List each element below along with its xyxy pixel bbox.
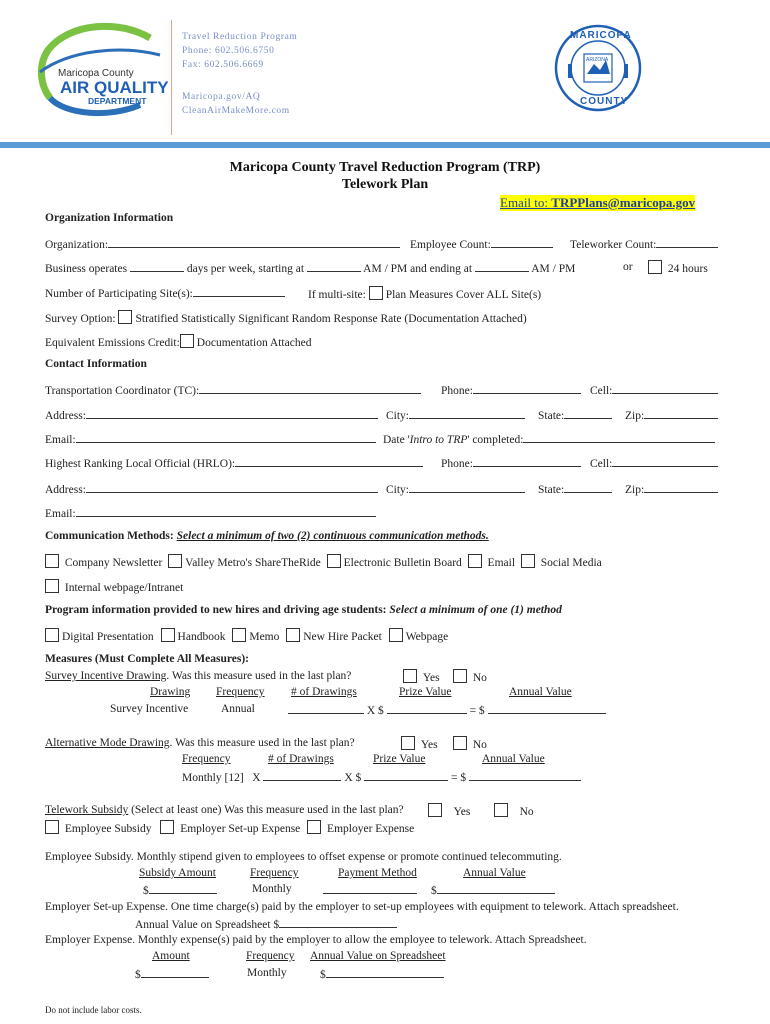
hrlo-city-field[interactable]	[409, 482, 525, 493]
tc-cell-label: Cell:	[590, 385, 613, 397]
measures-heading: Measures (Must Complete All Measures):	[45, 653, 249, 665]
col-annual-1: Annual Value	[509, 686, 572, 698]
survey-yes[interactable]	[403, 669, 440, 684]
survey-yes-label: Yes	[422, 672, 440, 684]
subsidy-amount-field[interactable]	[149, 883, 217, 894]
tc-cell	[590, 383, 718, 397]
hrlo-email-label: Email:	[45, 508, 76, 520]
comm-options-row	[45, 554, 602, 569]
email-link[interactable]: TRPPlans@maricopa.gov	[551, 195, 696, 210]
contact-heading: Contact Information	[45, 358, 147, 370]
alt-drawing-question	[45, 737, 355, 749]
tc-address	[45, 408, 378, 422]
alt-drawings-field[interactable]	[263, 770, 341, 781]
employee-subsidy-desc: Employee Subsidy. Monthly stipend given to employees to offset expense or promote continued telecommuting.	[45, 851, 562, 863]
telework-q: (Select at least one) Was this measure used in the last plan?	[128, 804, 404, 816]
phone-number: Phone: 602.506.6750	[182, 46, 275, 56]
col-frequency-3: Frequency	[250, 867, 299, 879]
comm-option-bulletin: Electronic Bulletin Board	[343, 557, 462, 569]
logo-line-2: AIR QUALITY	[60, 78, 169, 97]
org-heading: Organization Information	[45, 212, 174, 224]
biz-or: or	[623, 261, 633, 273]
employee-count	[410, 237, 553, 251]
comm-checkbox-newsletter[interactable]	[45, 554, 59, 568]
biz-label-4: AM / PM	[531, 263, 576, 275]
comm-intranet-row	[45, 579, 183, 594]
alt-yes[interactable]	[401, 736, 438, 751]
survey-yes-checkbox[interactable]	[403, 669, 417, 683]
intro-date-suffix: ' completed:	[467, 434, 524, 446]
comm-heading-italic: Select a minimum of two (2) continuous communication methods.	[176, 530, 489, 542]
hrlo-field[interactable]	[235, 456, 423, 467]
hrlo-address-label: Address:	[45, 484, 86, 496]
comm-checkbox-bulletin[interactable]	[327, 554, 341, 568]
tc-zip-field[interactable]	[644, 408, 718, 419]
col-frequency-1: Frequency	[216, 686, 265, 698]
setup-expense-desc: Employer Set-up Expense. One time charge(s) paid by the employer to set-up employees with equipment to telework. Attach spreadsheet.	[45, 901, 679, 913]
tc-cell-field[interactable]	[612, 383, 718, 394]
sites-label: Number of Participating Site(s):	[45, 288, 193, 300]
survey-drawing-question	[45, 670, 351, 682]
subsidy-annual-dollar: $	[431, 885, 437, 897]
tc-email	[45, 432, 376, 446]
teleworker-count	[570, 237, 718, 251]
hrlo-cell-field[interactable]	[612, 456, 718, 467]
comm-checkbox-email[interactable]	[468, 554, 482, 568]
tc-phone	[441, 383, 581, 397]
hours24-option[interactable]	[648, 260, 708, 275]
telework-no-checkbox[interactable]	[494, 803, 508, 817]
tc-zip	[625, 408, 718, 422]
sites-field[interactable]	[193, 286, 285, 297]
col-annual-value-3: Annual Value	[463, 867, 526, 879]
telework-yes[interactable]	[428, 803, 470, 818]
hrlo-cell	[590, 456, 718, 470]
survey-option-label: Survey Option:	[45, 313, 116, 325]
setup-annual-field[interactable]	[279, 917, 397, 928]
tc-email-label: Email:	[45, 434, 76, 446]
page-title: Maricopa County Travel Reduction Program (TRP)	[229, 160, 541, 175]
hrlo-phone	[441, 456, 581, 470]
alt-drawing-q: . Was this measure used in the last plan?	[169, 737, 355, 749]
prog-option-newhire: New Hire Packet	[303, 631, 382, 643]
alt-no-label: No	[472, 739, 487, 751]
start-time-field[interactable]	[307, 261, 361, 272]
intro-date-prefix: Date '	[383, 434, 410, 446]
website-link-2[interactable]: CleanAirMakeMore.com	[182, 106, 290, 116]
telework-question	[45, 804, 404, 816]
hrlo-address	[45, 482, 378, 496]
header-bar	[0, 142, 770, 148]
comm-option-social: Social Media	[540, 557, 602, 569]
telework-no-label: No	[519, 806, 534, 818]
tc-label: Transportation Coordinator (TC):	[45, 385, 200, 397]
business-operates-row	[45, 261, 575, 275]
tc-state-label: State:	[538, 410, 565, 422]
expense-amount-field[interactable]	[141, 967, 209, 978]
intro-date-field[interactable]	[523, 432, 715, 443]
employer-expense-desc: Employer Expense. Monthly expense(s) paid by the employer to allow the employee to telework. Attach Spreadsheet.	[45, 934, 587, 946]
hours24-checkbox[interactable]	[648, 260, 662, 274]
col-payment-method: Payment Method	[338, 867, 417, 879]
organization-label: Organization:	[45, 239, 109, 251]
payment-method-field-wrap	[323, 883, 417, 897]
survey-equals: = $	[469, 705, 485, 717]
hrlo-zip-field[interactable]	[644, 482, 718, 493]
survey-annual-field[interactable]	[488, 703, 606, 714]
logo-line-1: Maricopa County	[58, 68, 134, 79]
header-divider	[171, 20, 172, 135]
seal-text-mid: ARIZONA	[586, 57, 609, 63]
subsidy-annual-field[interactable]	[437, 883, 555, 894]
fax-number: Fax: 602.506.6669	[182, 60, 264, 70]
hours24-label: 24 hours	[667, 263, 708, 275]
hrlo-phone-label: Phone:	[441, 458, 473, 470]
hrlo-label: Highest Ranking Local Official (HRLO):	[45, 458, 236, 470]
tc-city-field[interactable]	[409, 408, 525, 419]
prog-option-handbook: Handbook	[177, 631, 226, 643]
biz-label-2: days per week, starting at	[186, 263, 305, 275]
tc-phone-label: Phone:	[441, 385, 473, 397]
hrlo-city	[386, 482, 525, 496]
col-prize-1: Prize Value	[399, 686, 452, 698]
end-time-field[interactable]	[475, 261, 529, 272]
survey-drawing-q: . Was this measure used in the last plan?	[166, 670, 352, 682]
comm-heading	[45, 530, 489, 542]
prog-checkbox-newhire[interactable]	[286, 628, 300, 642]
biz-label-3: AM / PM and ending at	[363, 263, 473, 275]
survey-drawings-field[interactable]	[288, 703, 364, 714]
tc-address-label: Address:	[45, 410, 86, 422]
hrlo-city-label: City:	[386, 484, 410, 496]
program-info-options-row	[45, 628, 448, 643]
setup-expense-checkbox[interactable]	[160, 820, 174, 834]
hrlo-email-field[interactable]	[76, 506, 376, 517]
survey-no[interactable]	[453, 669, 487, 684]
email-to[interactable]	[500, 195, 695, 211]
subsidy-annual-field-wrap	[431, 883, 555, 897]
prog-option-webpage: Webpage	[405, 631, 449, 643]
alt-x: X	[252, 772, 261, 784]
telework-yes-label: Yes	[453, 806, 471, 818]
eec-label: Equivalent Emissions Credit:	[45, 337, 180, 349]
hrlo-email	[45, 506, 376, 520]
col-amount: Amount	[152, 950, 190, 962]
page-subtitle: Telework Plan	[341, 177, 429, 192]
prog-option-digital: Digital Presentation	[62, 631, 154, 643]
telework-title: Telework Subsidy	[45, 804, 129, 816]
multisite-row	[308, 286, 541, 301]
alt-equals: = $	[451, 772, 467, 784]
hrlo-zip	[625, 482, 718, 496]
hrlo-row	[45, 456, 423, 470]
seal-text-bottom: COUNTY	[580, 96, 629, 107]
tc-city-label: City:	[386, 410, 410, 422]
survey-row-name: Survey Incentive	[110, 703, 189, 715]
air-quality-logo	[30, 20, 170, 120]
county-seal	[554, 24, 642, 112]
tc-field[interactable]	[199, 383, 421, 394]
alt-x-dollar: X $	[344, 772, 362, 784]
alt-drawing-title: Alternative Mode Drawing	[45, 737, 170, 749]
tc-zip-label: Zip:	[625, 410, 645, 422]
employer-expense-label: Employer Expense	[327, 823, 415, 835]
col-subsidy-amount: Subsidy Amount	[139, 867, 217, 879]
tc-email-field[interactable]	[76, 432, 376, 443]
comm-option-intranet: Internal webpage/Intranet	[64, 582, 184, 594]
tc-phone-field[interactable]	[473, 383, 581, 394]
col-num-drawings-1: # of Drawings	[291, 686, 357, 698]
comm-checkbox-sharetheride[interactable]	[168, 554, 182, 568]
alt-yes-label: Yes	[420, 739, 438, 751]
teleworker-count-field[interactable]	[656, 237, 718, 248]
plan-cover-label: Plan Measures Cover ALL Site(s)	[385, 289, 542, 301]
hrlo-state-label: State:	[538, 484, 565, 496]
eec-row	[45, 334, 311, 349]
subsidy-amount-field-wrap	[143, 883, 217, 897]
alt-annual-field[interactable]	[469, 770, 581, 781]
survey-no-checkbox[interactable]	[453, 669, 467, 683]
telework-no[interactable]	[494, 803, 534, 818]
subsidy-options-row	[45, 820, 414, 835]
employer-expense-checkbox[interactable]	[307, 820, 321, 834]
expense-amount-field-wrap	[135, 967, 209, 981]
telework-yes-checkbox[interactable]	[428, 803, 442, 817]
survey-no-label: No	[472, 672, 487, 684]
hrlo-cell-label: Cell:	[590, 458, 613, 470]
tc-row	[45, 383, 421, 397]
website-link[interactable]: Maricopa.gov/AQ	[182, 92, 261, 102]
alt-row-freq: Monthly [12]	[182, 772, 244, 784]
multisite-label: If multi-site:	[308, 289, 366, 301]
survey-prize-field[interactable]	[387, 703, 467, 714]
col-drawing: Drawing	[150, 686, 191, 698]
col-annual-on-sheet: Annual Value on Spreadsheet	[310, 950, 446, 962]
prog-checkbox-digital[interactable]	[45, 628, 59, 642]
comm-option-sharetheride: Valley Metro's ShareTheRide	[185, 557, 321, 569]
expense-dollar: $	[135, 969, 141, 981]
comm-option-email: Email	[487, 557, 516, 569]
program-name: Travel Reduction Program	[182, 32, 298, 42]
intro-date	[383, 432, 715, 446]
intro-date-italic: Intro to TRP	[409, 434, 468, 446]
tc-state	[538, 408, 612, 422]
payment-method-field[interactable]	[323, 883, 417, 894]
subsidy-monthly: Monthly	[252, 883, 292, 895]
comm-option-newsletter: Company Newsletter	[64, 557, 163, 569]
col-frequency-2: Frequency	[182, 753, 231, 765]
contact-block	[182, 30, 297, 118]
setup-expense-label: Employer Set-up Expense	[180, 823, 301, 835]
eec-checkbox[interactable]	[180, 334, 194, 348]
survey-option-checkbox[interactable]	[118, 310, 132, 324]
expense-annual-field-wrap	[320, 967, 444, 981]
alt-prize-field[interactable]	[364, 770, 448, 781]
program-info-heading-italic: Select a minimum of one (1) method	[389, 604, 562, 616]
alt-yes-checkbox[interactable]	[401, 736, 415, 750]
setup-annual-label: Annual Value on Spreadsheet $	[135, 919, 280, 931]
survey-calc-row	[288, 703, 606, 717]
hrlo-state	[538, 482, 612, 496]
biz-label-1: Business operates	[45, 263, 128, 275]
logo-line-3: DEPARTMENT	[88, 96, 147, 106]
org-row-1	[45, 237, 400, 251]
prog-checkbox-handbook[interactable]	[161, 628, 175, 642]
expense-annual-dollar: $	[320, 969, 326, 981]
setup-annual-row	[135, 917, 397, 931]
footnote: Do not include labor costs.	[45, 1005, 142, 1015]
days-field[interactable]	[130, 261, 184, 272]
employee-subsidy-label: Employee Subsidy	[64, 823, 152, 835]
alt-no[interactable]	[453, 736, 487, 751]
alt-calc-row	[182, 770, 581, 784]
hrlo-zip-label: Zip:	[625, 484, 645, 496]
teleworker-count-label: Teleworker Count:	[570, 239, 657, 251]
col-annual-2: Annual Value	[482, 753, 545, 765]
organization-field[interactable]	[108, 237, 400, 248]
program-info-heading-bold: Program information provided to new hires and driving age students:	[45, 604, 390, 616]
comm-checkbox-social[interactable]	[521, 554, 535, 568]
sites-row	[45, 286, 285, 300]
hrlo-address-field[interactable]	[86, 482, 378, 493]
plan-cover-checkbox[interactable]	[369, 286, 383, 300]
subsidy-dollar: $	[143, 885, 149, 897]
prog-option-memo: Memo	[249, 631, 280, 643]
col-prize-2: Prize Value	[373, 753, 426, 765]
expense-annual-field[interactable]	[326, 967, 444, 978]
comm-heading-bold: Communication Methods:	[45, 530, 177, 542]
survey-x-dollar: X $	[366, 705, 384, 717]
survey-row-freq: Annual	[221, 703, 255, 715]
prog-checkbox-webpage[interactable]	[389, 628, 403, 642]
survey-option-row	[45, 310, 527, 325]
survey-drawing-title: Survey Incentive Drawing	[45, 670, 167, 682]
eec-doc-label: Documentation Attached	[196, 337, 312, 349]
hrlo-phone-field[interactable]	[473, 456, 581, 467]
tc-city	[386, 408, 525, 422]
tc-state-field[interactable]	[564, 408, 612, 419]
comm-checkbox-intranet[interactable]	[45, 579, 59, 593]
prog-checkbox-memo[interactable]	[232, 628, 246, 642]
email-to-prefix: Email to:	[500, 195, 552, 210]
survey-option-text: Stratified Statistically Significant Random Response Rate (Documentation Attached)	[135, 313, 527, 325]
expense-monthly: Monthly	[247, 967, 287, 979]
hrlo-state-field[interactable]	[564, 482, 612, 493]
program-info-heading	[45, 604, 562, 616]
tc-address-field[interactable]	[86, 408, 378, 419]
col-frequency-4: Frequency	[246, 950, 295, 962]
employee-count-field[interactable]	[491, 237, 553, 248]
employee-count-label: Employee Count:	[410, 239, 491, 251]
seal-text-top: MARICOPA	[570, 30, 632, 41]
employee-subsidy-checkbox[interactable]	[45, 820, 59, 834]
col-num-drawings-2: # of Drawings	[268, 753, 334, 765]
alt-no-checkbox[interactable]	[453, 736, 467, 750]
